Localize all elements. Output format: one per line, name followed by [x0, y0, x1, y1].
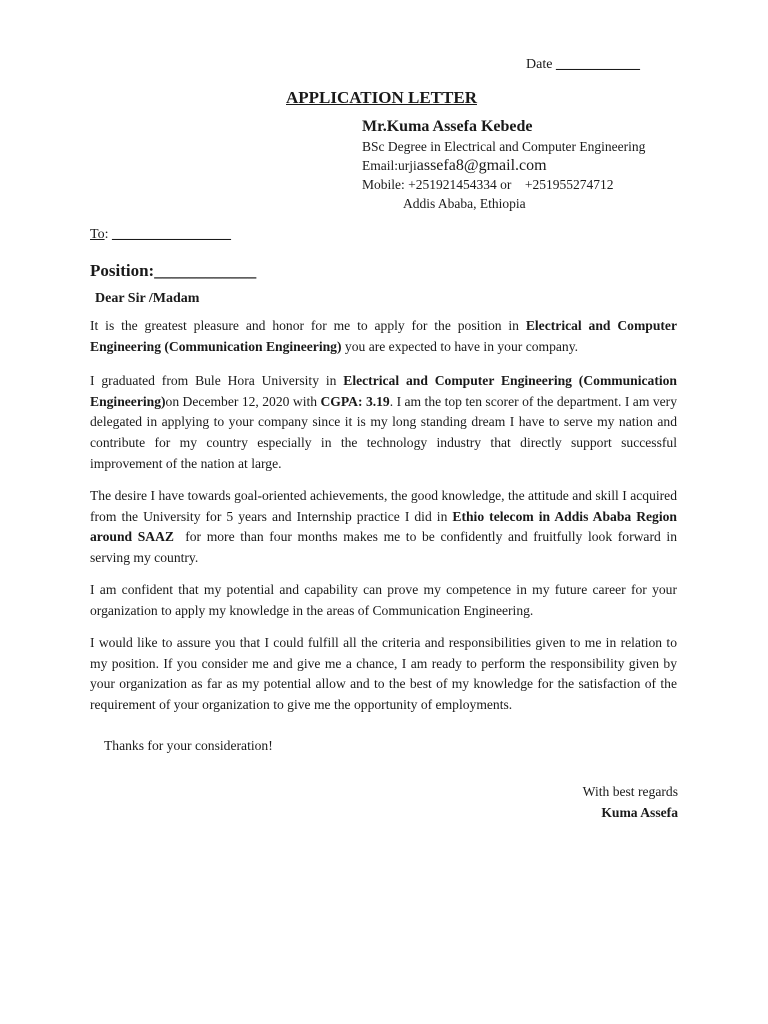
p1-text-a: It is the greatest pleasure and honor for me to apply for the position in: [90, 318, 526, 333]
p3-text-c: for more than four months makes me to be confidently and fruitfully look forward in serving my country.: [90, 529, 681, 566]
date-line: [526, 57, 640, 73]
p3-text-a: The desire I have towards goal-oriented achievements, the good knowledge, the attitude and skill I acquired from the University for 5 years and Internship practice I did in: [90, 488, 677, 524]
to-label: To: [90, 227, 105, 242]
p2-text-d: CGPA: 3.19: [320, 393, 390, 409]
sender-mobile: Mobile: +251921454334 or +251955274712: [362, 177, 614, 192]
closing-block: [583, 781, 678, 823]
sender-email-prefix: Email:urji: [362, 158, 417, 173]
sender-email-main: assefa8@gmail.com: [416, 157, 547, 174]
thanks-line: Thanks for your consideration!: [104, 738, 273, 753]
date-blank: ____________: [555, 57, 640, 72]
closing-regards: With best regards: [582, 784, 678, 799]
date-label: Date: [526, 57, 553, 72]
sender-block: [362, 116, 645, 213]
salutation: Dear Sir /Madam: [95, 291, 200, 306]
position-blank: ____________: [154, 261, 257, 280]
to-line: To: _________________: [90, 227, 231, 242]
p3-text-b: Ethio telecom in Addis Ababa Region around SAAZ: [90, 508, 677, 545]
p1-text-c: you are expected to have in your company.: [341, 338, 579, 354]
position-label: Position:: [90, 261, 155, 280]
sender-address: Addis Ababa, Ethiopia: [403, 196, 526, 211]
letter-title: APPLICATION LETTER: [286, 88, 477, 107]
sender-degree: BSc Degree in Electrical and Computer Engineering: [362, 139, 646, 154]
p2-text-e: . I am the top ten scorer of the department. I am very delegated in applying to your company since it is my long standing dream I have to serve my nation and contribute for my country especially in the technology industry that directly support successful improvement of the nation at large.: [90, 393, 677, 471]
paragraph-4: I am confident that my potential and capability can prove my competence in my future career for your organization to apply my knowledge in the areas of Communication Engineering.: [90, 582, 677, 618]
paragraph-2: [90, 371, 677, 475]
sender-name: Mr.Kuma Assefa Kebede: [362, 118, 533, 135]
p1-text-b: Electrical and Computer Engineering (Communication Engineering): [90, 318, 677, 354]
p2-text-c: on December 12, 2020 with: [165, 393, 321, 409]
p2-text-b: Electrical and Computer Engineering (Communication Engineering): [90, 373, 677, 409]
position-line: [90, 261, 256, 281]
sender-email: [362, 156, 645, 175]
paragraph-1: [90, 316, 677, 357]
signature-name: Kuma Assefa: [601, 805, 678, 820]
paragraph-3: [90, 486, 681, 569]
to-blank: _________________: [111, 227, 231, 242]
paragraph-5: I would like to assure you that I could fulfill all the criteria and responsibilities given to me in relation to my position. If you consider me and give me a chance, I am ready to perform the responsibility given by your organization as far as my potential allow and to the best of my knowledge for the satisfaction of the requirement of your organization to give me the opportunity of employments.: [90, 635, 677, 713]
p2-text-a: I graduated from Bule Hora University in: [90, 373, 344, 388]
